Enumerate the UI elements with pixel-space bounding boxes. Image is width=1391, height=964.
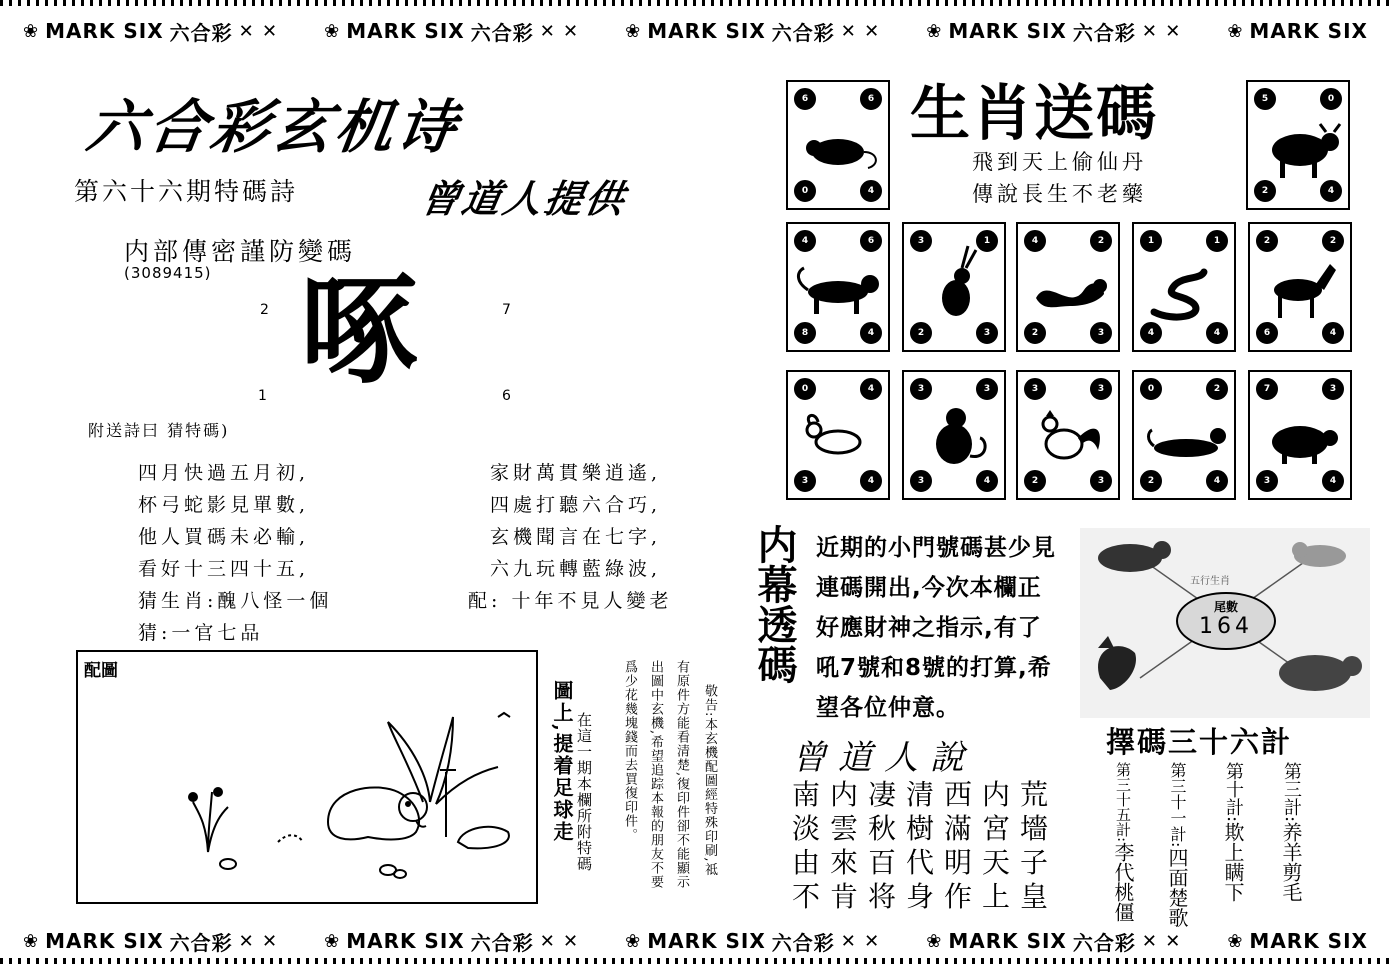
- guess-zodiac: 猜生肖:醜八怪一個: [138, 590, 333, 612]
- figure-box: [76, 650, 538, 904]
- tail-number-graphic: [1080, 528, 1370, 718]
- card-number-badge: 3: [794, 470, 816, 492]
- poem-right-line: 六九玩轉藍綠波,: [490, 558, 662, 580]
- poem-left-line: 四月快過五月初,: [138, 462, 310, 484]
- pig-icon: [1250, 380, 1350, 490]
- card-number-badge: 2: [1206, 378, 1228, 400]
- notice-line: 有原件方能看清楚,復印件卻不能顯示: [674, 660, 689, 890]
- poem-left-line: 杯弓蛇影見單數,: [138, 494, 310, 516]
- corner-number-tr: 7: [502, 302, 511, 318]
- zodiac-card: [1132, 370, 1236, 500]
- stratagems-title: 擇碼三十六計: [1106, 725, 1293, 759]
- big-character: 啄: [300, 262, 419, 400]
- card-number-badge: 3: [976, 322, 998, 344]
- card-number-badge: 4: [976, 470, 998, 492]
- banner-cell: ❀ MARK SIX 六合彩 ✕ ✕: [324, 19, 580, 45]
- bottom-edge: [0, 958, 1391, 964]
- lotus-icon: ❀: [324, 20, 341, 42]
- zodiac-verse-2: 傳說長生不老藥: [972, 182, 1147, 206]
- card-number-badge: 6: [794, 88, 816, 110]
- zodiac-card: [902, 370, 1006, 500]
- tail-ring-text: 五行生肖: [1190, 576, 1230, 587]
- card-number-badge: 2: [1024, 470, 1046, 492]
- poem-left-line: 看好十三四十五,: [138, 558, 310, 580]
- lotus-icon: ❀: [926, 20, 943, 42]
- notice-line: 敬告:本玄機配圖經特殊印刷,祗: [702, 684, 717, 877]
- card-number-badge: 3: [1090, 378, 1112, 400]
- card-number-badge: 3: [910, 470, 932, 492]
- saying-title: 曾道人說: [792, 738, 976, 778]
- zodiac-card: [786, 80, 890, 210]
- ox-icon: [1248, 90, 1348, 200]
- code-number: (3089415): [124, 264, 212, 282]
- zodiac-verse-1: 飛到天上偷仙丹: [972, 150, 1147, 174]
- top-edge: [0, 0, 1391, 6]
- figure-label: 配圖: [84, 661, 118, 681]
- card-number-badge: 1: [1140, 230, 1162, 252]
- zodiac-card: [786, 222, 890, 352]
- card-number-badge: 3: [910, 378, 932, 400]
- poem-right-line: 玄機聞言在七字,: [490, 526, 662, 548]
- guess-line: 猜:一官七品: [138, 622, 264, 644]
- secret-subtitle: 内部傳密謹防變碼: [124, 237, 357, 266]
- card-number-badge: 0: [1140, 378, 1162, 400]
- cross-icon: ✕ ✕: [840, 930, 881, 952]
- monkey-icon: [904, 380, 1004, 490]
- inside-text: 近期的小門號碼甚少見 連碼開出,今次本欄正 好應財神之指示,有了 吼7號和8號的打算,希 望各位仲意。: [816, 535, 1056, 721]
- banner-cell: ❀ MARK SIX: [1227, 929, 1368, 953]
- banner-cell: ❀ MARK SIX 六合彩 ✕ ✕: [23, 19, 279, 45]
- banner-cell: ❀ MARK SIX 六合彩 ✕ ✕: [625, 19, 881, 45]
- banner-cell: ❀ MARK SIX: [1227, 19, 1368, 43]
- card-number-badge: 2: [1256, 230, 1278, 252]
- lotus-icon: ❀: [23, 20, 40, 42]
- cross-icon: ✕ ✕: [539, 930, 580, 952]
- tail-badge: 尾數 164: [1176, 592, 1276, 650]
- lotus-icon: ❀: [926, 930, 943, 952]
- card-number-badge: 4: [1320, 180, 1342, 202]
- card-number-badge: 2: [1024, 322, 1046, 344]
- tiger-icon: [788, 232, 888, 342]
- main-title: 六合彩玄机诗: [82, 93, 465, 161]
- card-number-badge: 6: [1256, 322, 1278, 344]
- zodiac-card: [1248, 370, 1352, 500]
- gift-poem-label: 附送詩曰 猜特碼): [88, 421, 230, 440]
- cross-icon: ✕ ✕: [238, 930, 279, 952]
- corner-number-tl: 2: [260, 302, 269, 318]
- corner-number-br: 6: [502, 388, 511, 404]
- goat-icon: [788, 380, 888, 490]
- notice-line: 爲少花幾塊錢而去買復印件。: [622, 660, 637, 842]
- bottom-banner: [0, 924, 1391, 958]
- issue-title: 第六十六期特碼詩: [74, 177, 299, 206]
- figure-hint-1: 在這一期本欄所附特碼: [575, 712, 593, 872]
- card-number-badge: 6: [860, 230, 882, 252]
- card-number-badge: 2: [910, 322, 932, 344]
- banner-cell: ❀ MARK SIX 六合彩 ✕ ✕: [926, 929, 1182, 955]
- poem-right-line: 家財萬貫樂逍遙,: [490, 462, 662, 484]
- zodiac-card: [786, 370, 890, 500]
- card-number-badge: 4: [1024, 230, 1046, 252]
- lotus-icon: ❀: [23, 930, 40, 952]
- snake-icon: [1134, 232, 1234, 342]
- card-number-badge: 4: [860, 322, 882, 344]
- card-number-badge: 7: [1256, 378, 1278, 400]
- card-number-badge: 1: [976, 230, 998, 252]
- saying-poem: 南内凄清西内荒 淡雲秋樹滿宮墻 由來百代明天子 不肯将身作上皇: [792, 778, 1059, 913]
- zodiac-card: [1016, 370, 1120, 500]
- zodiac-card: [1248, 222, 1352, 352]
- banner-cell: ❀ MARK SIX 六合彩 ✕ ✕: [926, 19, 1182, 45]
- rooster-icon: [1018, 380, 1118, 490]
- card-number-badge: 0: [1320, 88, 1342, 110]
- zodiac-card: [1246, 80, 1350, 210]
- card-number-badge: 5: [1254, 88, 1276, 110]
- stratagem-item: 第三計:养羊剪毛: [1279, 762, 1303, 903]
- horse-icon: [1250, 232, 1350, 342]
- top-banner: [0, 14, 1391, 48]
- banner-cell: ❀ MARK SIX 六合彩 ✕ ✕: [23, 929, 279, 955]
- card-number-badge: 4: [794, 230, 816, 252]
- card-number-badge: 4: [1206, 470, 1228, 492]
- card-number-badge: 4: [1140, 322, 1162, 344]
- card-number-badge: 8: [794, 322, 816, 344]
- stratagem-item: 第十計:欺上瞒下: [1221, 762, 1245, 903]
- cross-icon: ✕ ✕: [539, 20, 580, 42]
- cross-icon: ✕ ✕: [840, 20, 881, 42]
- lotus-icon: ❀: [625, 930, 642, 952]
- card-number-badge: 4: [860, 470, 882, 492]
- corner-number-bl: 1: [258, 388, 267, 404]
- figure-illustration: [178, 692, 518, 892]
- card-number-badge: 3: [1024, 378, 1046, 400]
- cross-icon: ✕ ✕: [238, 20, 279, 42]
- inside-title: 内幕透碼: [751, 524, 797, 684]
- lotus-icon: ❀: [1227, 930, 1244, 952]
- card-number-badge: 4: [1322, 322, 1344, 344]
- poem-right-line: 四處打聽六合巧,: [490, 494, 662, 516]
- zodiac-title: 生肖送碼: [910, 79, 1158, 149]
- card-number-badge: 3: [1256, 470, 1278, 492]
- card-number-badge: 3: [1090, 470, 1112, 492]
- dragon-icon: [1018, 232, 1118, 342]
- card-number-badge: 3: [1090, 322, 1112, 344]
- card-number-badge: 4: [860, 180, 882, 202]
- zodiac-card: [1132, 222, 1236, 352]
- figure-hint-2: 圖上,提着足球走: [550, 680, 574, 843]
- notice-line: 出圖中玄機,希望追踪本報的朋友不要: [648, 660, 663, 890]
- poem-left-line: 他人買碼未必輸,: [138, 526, 310, 548]
- stratagem-item: 第三十一計:四面楚歌: [1165, 762, 1189, 928]
- card-number-badge: 4: [1206, 322, 1228, 344]
- stratagem-item: 第三十五計:李代桃僵: [1111, 762, 1135, 923]
- lotus-icon: ❀: [324, 930, 341, 952]
- card-number-badge: 2: [1090, 230, 1112, 252]
- cross-icon: ✕ ✕: [1141, 20, 1182, 42]
- card-number-badge: 2: [1322, 230, 1344, 252]
- card-number-badge: 3: [910, 230, 932, 252]
- lotus-icon: ❀: [1227, 20, 1244, 42]
- banner-cell: ❀ MARK SIX 六合彩 ✕ ✕: [324, 929, 580, 955]
- card-number-badge: 0: [794, 180, 816, 202]
- banner-cell: ❀ MARK SIX 六合彩 ✕ ✕: [625, 929, 881, 955]
- card-number-badge: 0: [794, 378, 816, 400]
- card-number-badge: 6: [860, 88, 882, 110]
- dog-icon: [1134, 380, 1234, 490]
- card-number-badge: 3: [1322, 378, 1344, 400]
- rabbit-icon: [904, 232, 1004, 342]
- card-number-badge: 4: [860, 378, 882, 400]
- card-number-badge: 4: [1322, 470, 1344, 492]
- provider-title: 曾道人提供: [417, 177, 631, 221]
- rat-icon: [788, 90, 888, 200]
- cross-icon: ✕ ✕: [1141, 930, 1182, 952]
- card-number-badge: 2: [1254, 180, 1276, 202]
- zodiac-card: [902, 222, 1006, 352]
- card-number-badge: 2: [1140, 470, 1162, 492]
- zodiac-card: [1016, 222, 1120, 352]
- lotus-icon: ❀: [625, 20, 642, 42]
- card-number-badge: 3: [976, 378, 998, 400]
- card-number-badge: 1: [1206, 230, 1228, 252]
- pair-line: 配: 十年不見人變老: [468, 590, 673, 612]
